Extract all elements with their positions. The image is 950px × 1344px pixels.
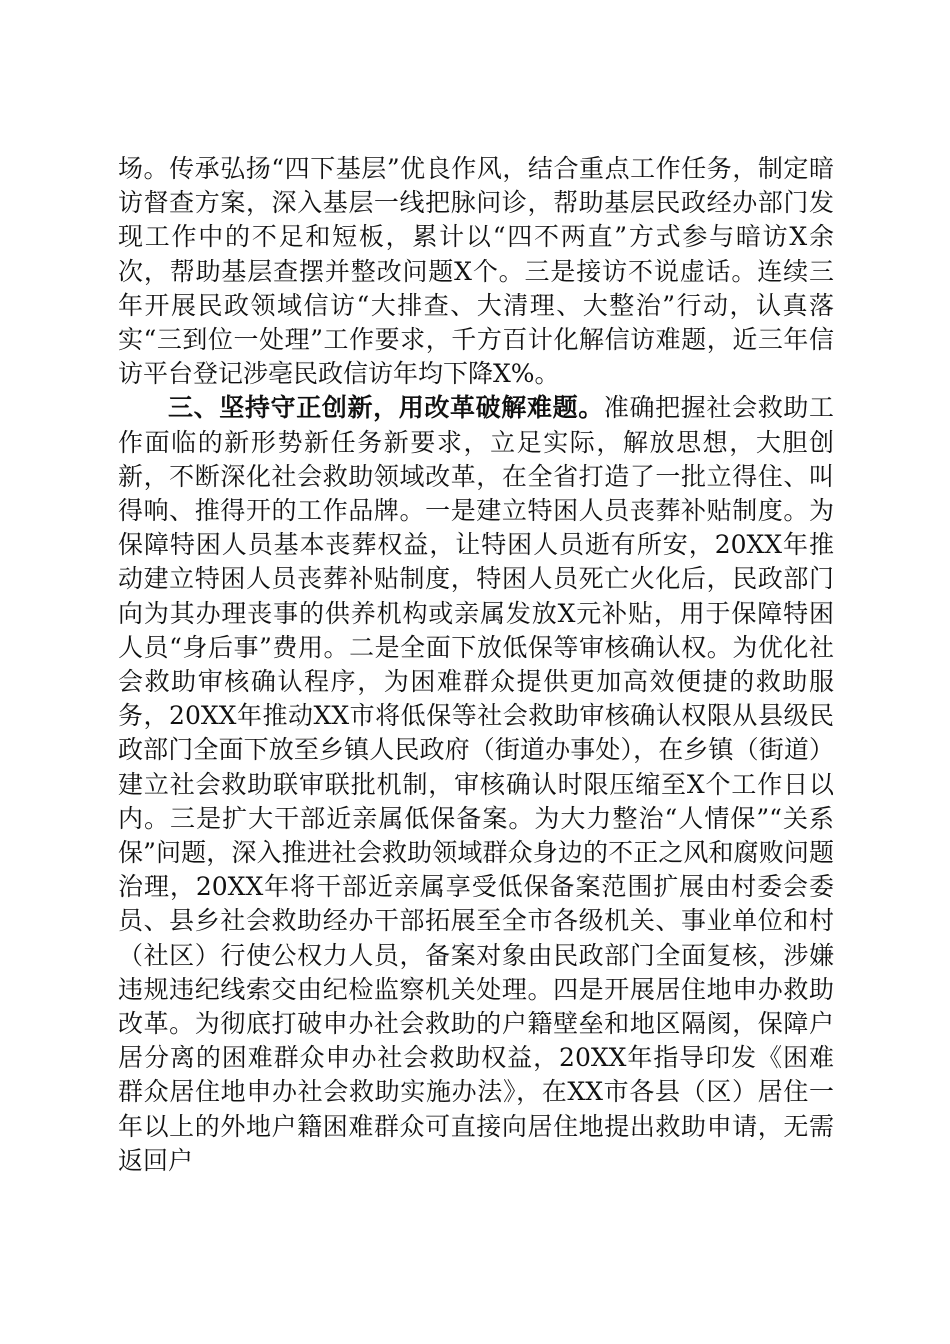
paragraph-1-text: 场。传承弘扬“四下基层”优良作风，结合重点工作任务，制定暗访督查方案，深入基层一线把脉问诊，帮助基层民政经办部门发现工作中的不足和短板，累计以“四不两直”方式参与暗访X余次，帮助基层查摆并整改问题X个。三是接访不说虚话。连续三年开展民政领域信访“大排查、大清理、大整治”行动，认真落实“三到位一处理”工作要求，千方百计化解信访难题，近三年信访平台登记涉亳民政信访年均下降X%。 (118, 154, 834, 389)
section-heading-3: 三、坚持守正创新，用改革破解难题。 (168, 393, 604, 423)
paragraph-2-text: 准确把握社会救助工作面临的新形势新任务新要求，立足实际，解放思想，大胆创新，不断深化社会救助领域改革，在全省打造了一批立得住、叫得响、推得开的工作品牌。一是建立特困人员丧葬补贴制度。为保障特困人员基本丧葬权益，让特困人员逝有所安，20XX年推动建立特困人员丧葬补贴制度，特困人员死亡火化后，民政部门向为其办理丧事的供养机构或亲属发放X元补贴，用于保障特困人员“身后事”费用。二是全面下放低保等审核确认权。为优化社会救助审核确认程序，为困难群众提供更加高效便捷的救助服务，20XX年推动XX市将低保等社会救助审核确认权限从县级民政部门全面下放至乡镇人民政府（街道办事处），在乡镇（街道）建立社会救助联审联批机制，审核确认时限压缩至X个工作日以内。三是扩大干部近亲属低保备案。为大力整治“人情保”“关系保”问题，深入推进社会救助领域群众身边的不正之风和腐败问题治理，20XX年将干部近亲属享受低保备案范围扩展由村委会委员、县乡社会救助经办干部拓展至全市各级机关、事业单位和村（社区）行使公权力人员，备案对象由民政部门全面复核，涉嫌违规违纪线索交由纪检监察机关处理。四是开展居住地申办救助改革。为彻底打破申办社会救助的户籍壁垒和地区隔阂，保障户居分离的困难群众申办社会救助权益，20XX年指导印发《困难群众居住地申办社会救助实施办法》，在XX市各县（区）居住一年以上的外地户籍困难群众可直接向居住地提出救助申请，无需返回户 (118, 393, 834, 1175)
document-body (118, 152, 834, 1178)
paragraph-2 (118, 391, 834, 1178)
paragraph-1 (118, 152, 834, 391)
